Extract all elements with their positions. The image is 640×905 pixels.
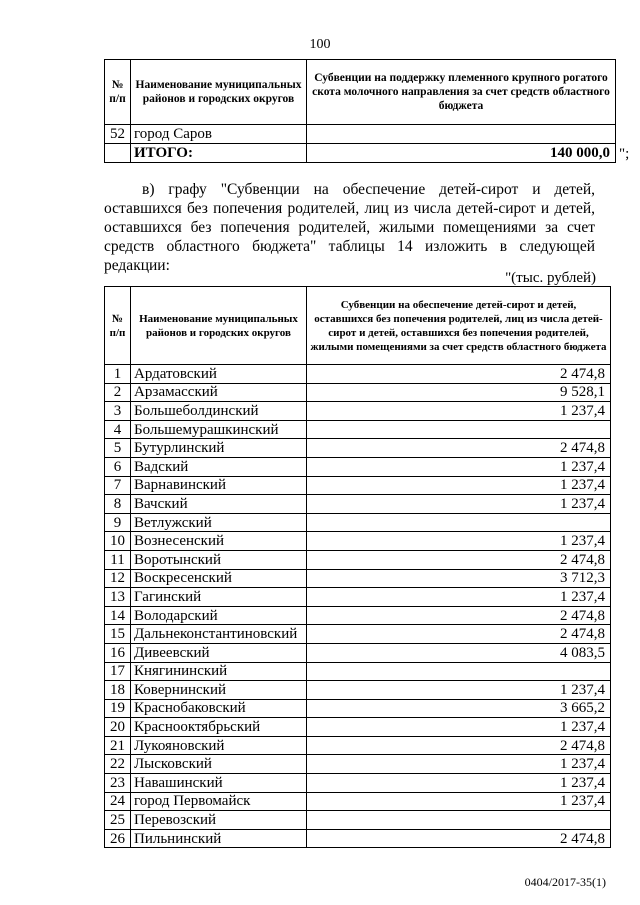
- total-number-cell: [105, 144, 131, 163]
- row-number: 6: [105, 457, 131, 476]
- row-municipality: Бутурлинский: [131, 439, 307, 458]
- row-value: 1 237,4: [307, 402, 611, 421]
- table-row: [105, 383, 611, 402]
- row-municipality: Навашинский: [131, 774, 307, 793]
- row-number: 4: [105, 420, 131, 439]
- row-municipality: Большемурашкинский: [131, 420, 307, 439]
- header-municipality: Наименование муниципальных районов и городских округов: [131, 287, 307, 365]
- row-value: 2 474,8: [307, 829, 611, 848]
- row-value: 1 237,4: [307, 457, 611, 476]
- table-row: [105, 606, 611, 625]
- row-municipality: Пильнинский: [131, 829, 307, 848]
- row-municipality: Краснооктябрьский: [131, 718, 307, 737]
- row-number: 22: [105, 755, 131, 774]
- row-value: 1 237,4: [307, 792, 611, 811]
- row-municipality: Дивеевский: [131, 643, 307, 662]
- row-number: 12: [105, 569, 131, 588]
- row-municipality: Ардатовский: [131, 365, 307, 384]
- row-municipality: Воскресенский: [131, 569, 307, 588]
- row-value: 1 237,4: [307, 755, 611, 774]
- table-dairy-cattle-subsidies: [104, 59, 616, 163]
- total-label: ИТОГО:: [131, 144, 307, 163]
- row-number: 20: [105, 718, 131, 737]
- table-row: [105, 365, 611, 384]
- row-number: 18: [105, 681, 131, 700]
- table-row: [105, 588, 611, 607]
- row-municipality: Княгининский: [131, 662, 307, 681]
- table-row: [105, 792, 611, 811]
- row-value: 1 237,4: [307, 532, 611, 551]
- row-value: [307, 811, 611, 830]
- table-row: [105, 476, 611, 495]
- table-header-row: [105, 287, 611, 365]
- row-number: 15: [105, 625, 131, 644]
- row-value: 2 474,8: [307, 606, 611, 625]
- row-number: 52: [105, 125, 131, 144]
- row-value: [307, 513, 611, 532]
- table-row: [105, 532, 611, 551]
- closing-quote: ";: [619, 146, 630, 162]
- table-row: [105, 662, 611, 681]
- row-number: 1: [105, 365, 131, 384]
- row-value: 1 237,4: [307, 774, 611, 793]
- table-row: [105, 550, 611, 569]
- row-number: 9: [105, 513, 131, 532]
- row-value: 2 474,8: [307, 736, 611, 755]
- row-number: 21: [105, 736, 131, 755]
- row-municipality: Володарский: [131, 606, 307, 625]
- row-number: 8: [105, 495, 131, 514]
- table-row: [105, 457, 611, 476]
- row-value: 2 474,8: [307, 625, 611, 644]
- amendment-paragraph: в) графу "Субвенции на обеспечение детей-сирот и детей, оставшихся без попечения родителей, лиц из числа детей-сирот и детей, оставшихся без попечения родителей, жилыми помещениями за счет средств областного бюджета" таблицы 14 изложить в следующей редакции:: [104, 181, 595, 274]
- row-municipality: Краснобаковский: [131, 699, 307, 718]
- row-municipality: Перевозский: [131, 811, 307, 830]
- row-municipality: Вознесенский: [131, 532, 307, 551]
- header-subsidy: Субвенции на обеспечение детей-сирот и детей, оставшихся без попечения родителей, лиц из числа детей-сирот и детей, оставшихся без попечения родителей, жилыми помещениями за счет средств областного бюджета: [307, 287, 611, 365]
- row-value: 9 528,1: [307, 383, 611, 402]
- row-municipality: Вадский: [131, 457, 307, 476]
- row-number: 11: [105, 550, 131, 569]
- table-row: [105, 811, 611, 830]
- row-number: 7: [105, 476, 131, 495]
- table-header-row: [105, 60, 616, 125]
- page-number: 100: [309, 37, 331, 52]
- row-municipality: Ветлужский: [131, 513, 307, 532]
- table-body: [105, 365, 611, 848]
- row-municipality: Гагинский: [131, 588, 307, 607]
- row-value: [307, 125, 616, 144]
- row-municipality: Дальнеконстантиновский: [131, 625, 307, 644]
- table-row: [105, 736, 611, 755]
- row-value: 1 237,4: [307, 588, 611, 607]
- row-number: 3: [105, 402, 131, 421]
- table-row: [105, 125, 616, 144]
- row-municipality: Лукояновский: [131, 736, 307, 755]
- table-row: [105, 439, 611, 458]
- row-value: 2 474,8: [307, 365, 611, 384]
- table-row: [105, 699, 611, 718]
- header-number: № п/п: [105, 60, 131, 125]
- table-row: [105, 829, 611, 848]
- table-row: [105, 755, 611, 774]
- row-number: 14: [105, 606, 131, 625]
- row-municipality: Лысковский: [131, 755, 307, 774]
- row-value: 1 237,4: [307, 718, 611, 737]
- table-row: [105, 569, 611, 588]
- row-value: 1 237,4: [307, 495, 611, 514]
- row-value: [307, 662, 611, 681]
- row-value: 4 083,5: [307, 643, 611, 662]
- row-value: 2 474,8: [307, 550, 611, 569]
- row-number: 13: [105, 588, 131, 607]
- table-row: [105, 402, 611, 421]
- total-row: [105, 144, 616, 163]
- table-orphan-housing-subsidies: [104, 286, 611, 848]
- total-value: 140 000,0: [307, 144, 616, 163]
- table-row: [105, 774, 611, 793]
- row-value: [307, 420, 611, 439]
- table-row: [105, 513, 611, 532]
- row-number: 23: [105, 774, 131, 793]
- row-value: 3 712,3: [307, 569, 611, 588]
- row-value: 1 237,4: [307, 476, 611, 495]
- row-municipality: Ковернинский: [131, 681, 307, 700]
- row-value: 2 474,8: [307, 439, 611, 458]
- table-row: [105, 420, 611, 439]
- row-municipality: Вачский: [131, 495, 307, 514]
- header-municipality: Наименование муниципальных районов и городских округов: [131, 60, 307, 125]
- row-number: 5: [105, 439, 131, 458]
- table-row: [105, 718, 611, 737]
- row-municipality: Большеболдинский: [131, 402, 307, 421]
- row-municipality: город Саров: [131, 125, 307, 144]
- row-number: 19: [105, 699, 131, 718]
- table-row: [105, 643, 611, 662]
- row-municipality: город Первомайск: [131, 792, 307, 811]
- row-number: 10: [105, 532, 131, 551]
- row-municipality: Воротынский: [131, 550, 307, 569]
- document-code: 0404/2017-35(1): [524, 875, 606, 889]
- table-row: [105, 681, 611, 700]
- row-number: 17: [105, 662, 131, 681]
- header-number: № п/п: [105, 287, 131, 365]
- header-subsidy: Субвенции на поддержку племенного крупного рогатого скота молочного направления за счет средств областного бюджета: [307, 60, 616, 125]
- row-number: 26: [105, 829, 131, 848]
- row-number: 25: [105, 811, 131, 830]
- row-number: 16: [105, 643, 131, 662]
- row-value: 3 665,2: [307, 699, 611, 718]
- row-value: 1 237,4: [307, 681, 611, 700]
- row-municipality: Варнавинский: [131, 476, 307, 495]
- unit-note: "(тыс. рублей): [505, 270, 596, 286]
- table-row: [105, 625, 611, 644]
- row-number: 2: [105, 383, 131, 402]
- row-number: 24: [105, 792, 131, 811]
- row-municipality: Арзамасский: [131, 383, 307, 402]
- table-row: [105, 495, 611, 514]
